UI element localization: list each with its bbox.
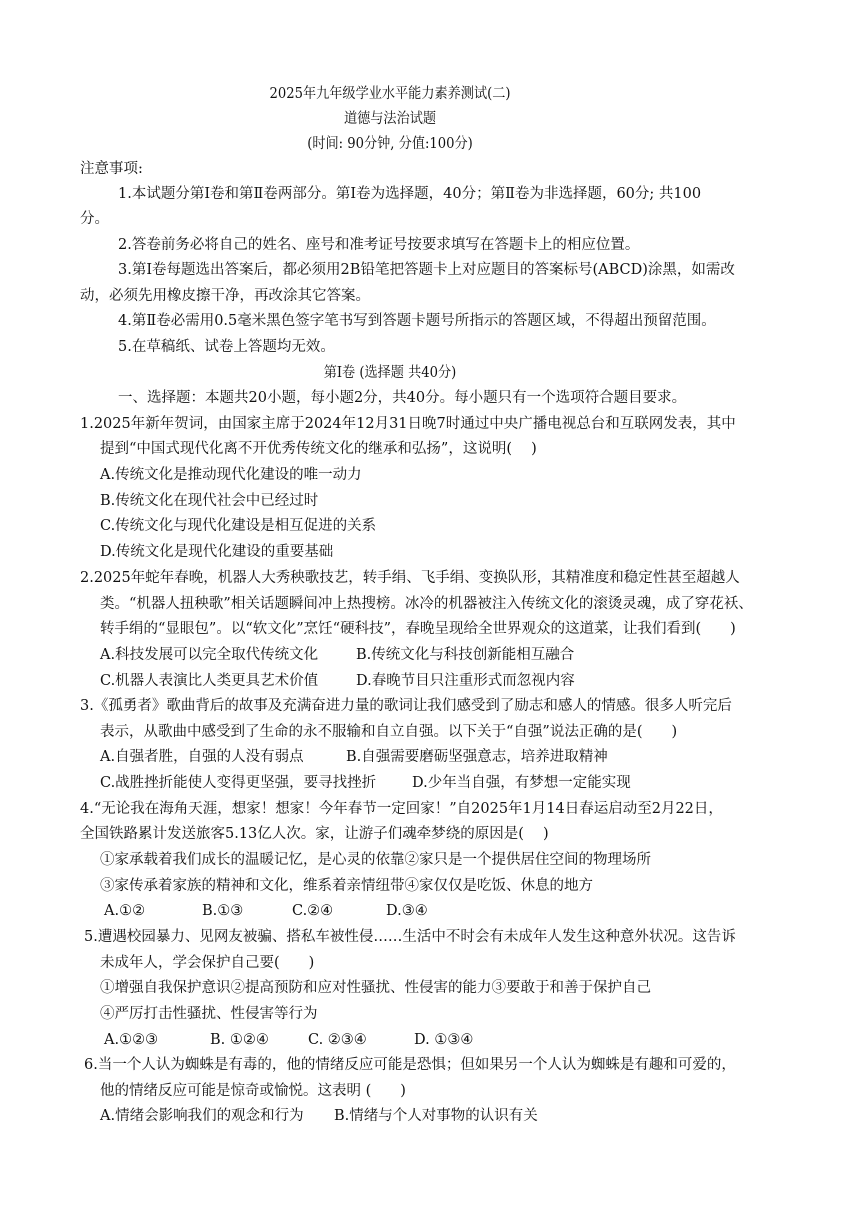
q4-option-d: D.③④ (386, 903, 428, 919)
note-2: 2.答卷前务必将自己的姓名、座号和准考证号按要求填写在答题卡上的相应位置。 (118, 237, 640, 253)
q6-stem-cont: 他的情绪反应可能是惊奇或愉悦。这表明 ( ) (100, 1083, 406, 1099)
q1-option-c: C.传统文化与现代化建设是相互促进的关系 (100, 518, 377, 534)
q5-option-a: A.①②③ (104, 1032, 159, 1048)
q4-statement-2: ③家传承着家族的精神和文化，维系着亲情纽带④家仅仅是吃饭、休息的地方 (100, 878, 593, 894)
q5-option-b: B. ①②④ (210, 1032, 269, 1048)
q2-option-c: C.机器人表演比人类更具艺术价值 (100, 673, 319, 689)
q2-stem: 2.2025年蛇年春晚，机器人大秀秧歌技艺，转手绢、飞手绢、变换队形，其精准度和稳定性甚至超越人 (80, 570, 740, 586)
note-3: 3.第Ⅰ卷每题选出答案后，都必须用2B铅笔把答题卡上对应题目的答案标号(ABCD)涂黑，如需改 (118, 262, 735, 278)
section-title: 第Ⅰ卷 (选择题 共40分) (323, 365, 457, 381)
q4-stem: 4.“无论我在海角天涯，想家！想家！今年春节一定回家！”自2025年1月14日春运启动至2月22日， (80, 801, 723, 817)
note-1-cont: 分。 (80, 211, 109, 227)
q3-option-b: B.自强需要磨砺坚强意志，培养进取精神 (346, 749, 608, 765)
subject-title: 道德与法治试题 (343, 111, 437, 127)
q1-stem-cont: 提到“中国式现代化离不开优秀传统文化的继承和弘扬”，这说明( ) (100, 441, 537, 457)
notes-heading: 注意事项: (80, 161, 143, 177)
q4-statement-1: ①家承载着我们成长的温暖记忆，是心灵的依靠②家只是一个提供居住空间的物理场所 (100, 852, 651, 868)
q6-stem: 6.当一个人认为蜘蛛是有毒的，他的情绪反应可能是恐惧；但如果另一个人认为蜘蛛是有趣和可爱的， (84, 1057, 736, 1073)
q1-option-b: B.传统文化在现代社会中已经过时 (100, 493, 319, 509)
q5-option-d: D. ①③④ (414, 1032, 474, 1048)
q6-option-a: A.情绪会影响我们的观念和行为 (100, 1108, 304, 1124)
q3-stem-cont: 表示，从歌曲中感受到了生命的永不服输和自立自强。以下关于“自强”说法正确的是( ) (100, 724, 678, 740)
q4-option-c: C.②④ (292, 903, 334, 919)
note-3-cont: 动，必须先用橡皮擦干净，再改涂其它答案。 (80, 288, 370, 304)
q6-option-b: B.情绪与个人对事物的认识有关 (334, 1108, 538, 1124)
q1-stem: 1.2025年新年贺词，由国家主席于2024年12月31日晚7时通过中央广播电视总台和互联网发表，其中 (80, 416, 736, 432)
q1-option-a: A.传统文化是推动现代化建设的唯一动力 (100, 467, 362, 483)
q2-stem-cont-1: 类。“机器人扭秧歌”相关话题瞬间冲上热搜榜。冰冷的机器被注入传统文化的滚烫灵魂，成了穿花袄、 (100, 596, 753, 612)
q5-statement-2: ④严厉打击性骚扰、性侵害等行为 (100, 1006, 318, 1022)
q5-option-c: C. ②③④ (308, 1032, 367, 1048)
q2-option-d: D.春晚节目只注重形式而忽视内容 (356, 673, 575, 689)
q2-option-a: A.科技发展可以完全取代传统文化 (100, 647, 319, 663)
q5-stem-cont: 未成年人，学会保护自己要( ) (100, 955, 315, 971)
note-1: 1.本试题分第Ⅰ卷和第Ⅱ卷两部分。第Ⅰ卷为选择题，40分；第Ⅱ卷为非选择题，60分; 共100 (118, 186, 702, 202)
note-5: 5.在草稿纸、试卷上答题均无效。 (118, 339, 335, 355)
section-instructions: 一、选择题：本题共20小题，每小题2分，共40分。每小题只有一个选项符合题目要求。 (118, 390, 687, 406)
q3-option-d: D.少年当自强，有梦想一定能实现 (412, 775, 631, 791)
q4-option-a: A.①② (104, 903, 146, 919)
note-4: 4.第Ⅱ卷必需用0.5毫米黑色签字笔书写到答题卡题号所指示的答题区域，不得超出预留范围。 (118, 313, 716, 329)
q4-stem-cont: 全国铁路累计发送旅客5.13亿人次。家，让游子们魂牵梦绕的原因是( ) (80, 826, 549, 842)
q2-option-b: B.传统文化与科技创新能相互融合 (356, 647, 575, 663)
q1-option-d: D.传统文化是现代化建设的重要基础 (100, 544, 334, 560)
q3-option-a: A.自强者胜，自强的人没有弱点 (100, 749, 304, 765)
q3-stem: 3.《孤勇者》歌曲背后的故事及充满奋进力量的歌词让我们感受到了励志和感人的情感。很多人听完后 (80, 698, 732, 714)
q3-option-c: C.战胜挫折能使人变得更坚强，要寻找挫折 (100, 775, 377, 791)
q4-option-b: B.①③ (202, 903, 244, 919)
time-info: (时间: 90分钟, 分值:100分) (307, 136, 473, 152)
q2-stem-cont-2: 转手绢的“显眼包”。以“软文化”烹饪“硬科技”，春晚呈现给全世界观众的这道菜，让我们看到( ) (100, 621, 736, 637)
exam-title: 2025年九年级学业水平能力素养测试(二) (269, 86, 511, 102)
q5-stem: 5.遭遇校园暴力、见网友被骗、搭私车被性侵……生活中不时会有未成年人发生这种意外状况。这告诉 (84, 929, 736, 945)
q5-statement-1: ①增强自我保护意识②提高预防和应对性骚扰、性侵害的能力③要敢于和善于保护自己 (100, 980, 651, 996)
